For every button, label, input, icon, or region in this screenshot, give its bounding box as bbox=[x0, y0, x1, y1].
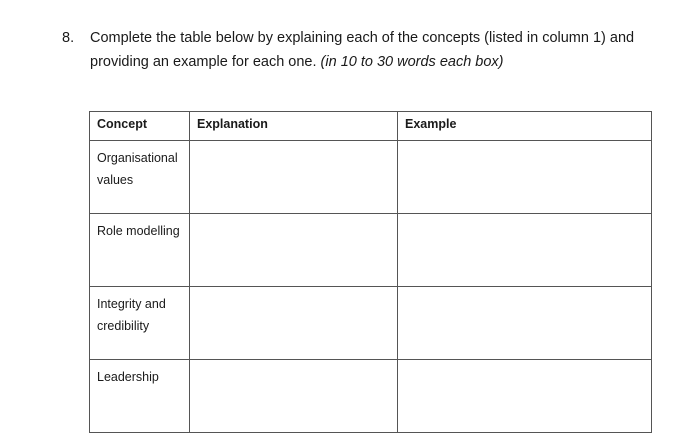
table-row bbox=[90, 360, 652, 433]
header-example: Example bbox=[398, 112, 652, 141]
table-row bbox=[90, 214, 652, 287]
explanation-cell[interactable] bbox=[190, 287, 398, 360]
example-cell[interactable] bbox=[398, 360, 652, 433]
explanation-cell[interactable] bbox=[190, 360, 398, 433]
example-cell[interactable] bbox=[398, 287, 652, 360]
concept-table bbox=[89, 111, 652, 433]
concept-cell: Role modelling bbox=[90, 214, 190, 287]
question-number: 8. bbox=[62, 30, 75, 46]
question-text bbox=[90, 26, 662, 74]
table-header-row bbox=[90, 112, 652, 141]
question-block bbox=[62, 26, 662, 74]
concept-cell: Integrity and credibility bbox=[90, 287, 190, 360]
table-row bbox=[90, 287, 652, 360]
header-concept: Concept bbox=[90, 112, 190, 141]
question-word-limit: (in 10 to 30 words each box) bbox=[320, 54, 504, 70]
header-explanation: Explanation bbox=[190, 112, 398, 141]
example-cell[interactable] bbox=[398, 214, 652, 287]
example-cell[interactable] bbox=[398, 141, 652, 214]
table-row bbox=[90, 141, 652, 214]
concept-cell: Organisational values bbox=[90, 141, 190, 214]
explanation-cell[interactable] bbox=[190, 141, 398, 214]
explanation-cell[interactable] bbox=[190, 214, 398, 287]
concept-cell: Leadership bbox=[90, 360, 190, 433]
question-instruction: Complete the table below by explaining each of the concepts (listed in column 1) and providing an example for each one. bbox=[90, 30, 635, 70]
